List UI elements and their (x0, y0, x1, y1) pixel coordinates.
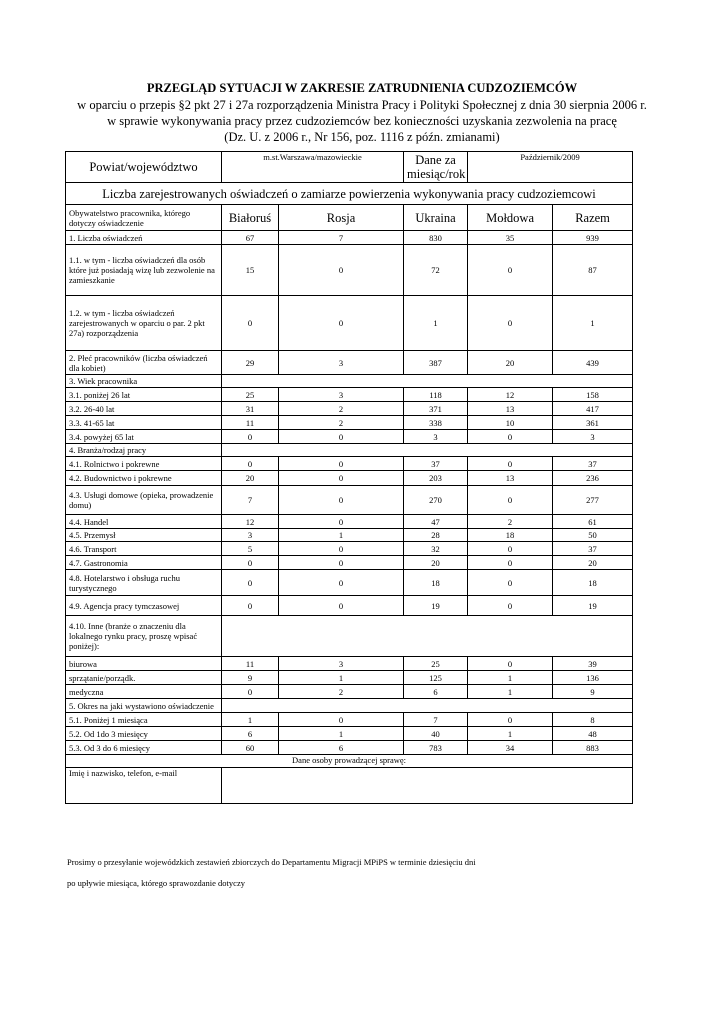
row-label: sprzątanie/porządk. (66, 671, 222, 685)
cell-ukraine[interactable]: 19 (404, 596, 468, 616)
table-row (66, 671, 633, 685)
table-row (66, 444, 633, 457)
cell-total[interactable]: 37 (553, 457, 633, 471)
cell-belarus[interactable]: 0 (222, 296, 279, 351)
cell-russia[interactable]: 6 (279, 741, 404, 755)
row-label: 4.5. Przemysł (66, 529, 222, 542)
cell-belarus[interactable]: 0 (222, 570, 279, 596)
cell-moldova[interactable]: 13 (468, 471, 553, 486)
cell-russia[interactable]: 0 (279, 713, 404, 727)
row-label: 4.7. Gastronomia (66, 556, 222, 570)
table-row (66, 529, 633, 542)
table-row (66, 596, 633, 616)
row-label: 4.6. Transport (66, 542, 222, 556)
table-row (66, 351, 633, 375)
cell-total[interactable]: 3 (553, 430, 633, 444)
person-section-label: Dane osoby prowadzącej sprawę: (66, 755, 633, 768)
cell-total[interactable]: 277 (553, 486, 633, 515)
cell-belarus[interactable]: 60 (222, 741, 279, 755)
cell-russia[interactable]: 1 (279, 671, 404, 685)
person-section-row (66, 755, 633, 768)
legal-basis-line: w oparciu o przepis §2 pkt 27 i 27a rozporządzenia Ministra Pracy i Polityki Społecznej z dnia 30 sierpnia 2006 r. (77, 98, 647, 112)
cell-moldova[interactable]: 1 (468, 727, 553, 741)
row-label: 4.1. Rolnictwo i pokrewne (66, 457, 222, 471)
cell-belarus[interactable]: 11 (222, 416, 279, 430)
cell-moldova[interactable]: 0 (468, 430, 553, 444)
table-row (66, 556, 633, 570)
section-empty-cell (222, 699, 633, 713)
table-row (66, 685, 633, 699)
cell-total[interactable]: 8 (553, 713, 633, 727)
cell-ukraine[interactable]: 18 (404, 570, 468, 596)
cell-russia[interactable]: 0 (279, 596, 404, 616)
cell-moldova[interactable]: 0 (468, 296, 553, 351)
cell-belarus[interactable]: 29 (222, 351, 279, 375)
cell-total[interactable]: 158 (553, 388, 633, 402)
cell-total[interactable]: 236 (553, 471, 633, 486)
column-header-russia: Rosja (279, 205, 404, 231)
cell-belarus[interactable]: 15 (222, 245, 279, 296)
person-field-label: Imię i nazwisko, telefon, e-mail (66, 768, 222, 804)
banner-row (66, 183, 633, 205)
cell-ukraine[interactable]: 3 (404, 430, 468, 444)
document-header (40, 80, 684, 145)
row-label: medyczna (66, 685, 222, 699)
table-row (66, 570, 633, 596)
cell-russia[interactable]: 0 (279, 430, 404, 444)
table-row (66, 296, 633, 351)
cell-ukraine[interactable]: 338 (404, 416, 468, 430)
row-label: 3.4. powyżej 65 lat (66, 430, 222, 444)
section-empty-cell (222, 375, 633, 388)
footer-line-1: Prosimy o przesyłanie wojewódzkich zestawień zbiorczych do Departamentu Migracji MPiPS w terminie dziesięciu dni (67, 857, 476, 867)
cell-belarus[interactable]: 0 (222, 457, 279, 471)
column-header-citizenship: Obywatelstwo pracownika, którego dotyczy oświadczenie (66, 205, 222, 231)
cell-russia[interactable]: 0 (279, 245, 404, 296)
row-label: 3.1. poniżej 26 lat (66, 388, 222, 402)
cell-belarus[interactable]: 9 (222, 671, 279, 685)
cell-russia[interactable]: 3 (279, 657, 404, 671)
table-row (66, 699, 633, 713)
cell-belarus[interactable]: 1 (222, 713, 279, 727)
cell-ukraine[interactable]: 270 (404, 486, 468, 515)
cell-ukraine[interactable]: 47 (404, 515, 468, 529)
table-row (66, 375, 633, 388)
table-row (66, 727, 633, 741)
cell-belarus[interactable]: 67 (222, 231, 279, 245)
row-label: 5. Okres na jaki wystawiono oświadczenie (66, 699, 222, 713)
cell-ukraine[interactable]: 6 (404, 685, 468, 699)
cell-belarus[interactable]: 12 (222, 515, 279, 529)
row-label: 1.1. w tym - liczba oświadczeń dla osób które już posiadają wizę lub zezwolenie na zamieszkanie (66, 245, 222, 296)
cell-belarus[interactable]: 5 (222, 542, 279, 556)
row-label: 5.3. Od 3 do 6 miesięcy (66, 741, 222, 755)
cell-total[interactable]: 37 (553, 542, 633, 556)
cell-total[interactable]: 939 (553, 231, 633, 245)
cell-ukraine[interactable]: 32 (404, 542, 468, 556)
footer-note (67, 856, 687, 898)
footer-line-2: po upływie miesiąca, którego sprawozdanie dotyczy (67, 878, 245, 888)
cell-moldova[interactable]: 13 (468, 402, 553, 416)
table-row (66, 741, 633, 755)
legal-subject-line: w sprawie wykonywania pracy przez cudzoziemców bez konieczności uzyskania zezwolenia na pracę (107, 114, 617, 128)
row-label: 4.8. Hotelarstwo i obsługa ruchu turystycznego (66, 570, 222, 596)
row-label: 4.4. Handel (66, 515, 222, 529)
cell-belarus[interactable]: 25 (222, 388, 279, 402)
cell-russia[interactable]: 0 (279, 542, 404, 556)
row-label: biurowa (66, 657, 222, 671)
column-header-total: Razem (553, 205, 633, 231)
cell-belarus[interactable]: 0 (222, 430, 279, 444)
person-field-row (66, 768, 633, 804)
table-row (66, 430, 633, 444)
table-row (66, 416, 633, 430)
cell-moldova[interactable]: 20 (468, 351, 553, 375)
cell-moldova[interactable]: 0 (468, 542, 553, 556)
cell-belarus[interactable]: 0 (222, 556, 279, 570)
table-row (66, 471, 633, 486)
row-label: 3.3. 41-65 lat (66, 416, 222, 430)
cell-moldova[interactable]: 0 (468, 596, 553, 616)
date-value[interactable]: Październik/2009 (468, 152, 633, 183)
row-label: 4. Branża/rodzaj pracy (66, 444, 222, 457)
cell-ukraine[interactable]: 40 (404, 727, 468, 741)
cell-moldova[interactable]: 0 (468, 713, 553, 727)
table-row (66, 457, 633, 471)
cell-russia[interactable]: 1 (279, 529, 404, 542)
cell-total[interactable]: 9 (553, 685, 633, 699)
cell-belarus[interactable]: 0 (222, 685, 279, 699)
cell-ukraine[interactable]: 28 (404, 529, 468, 542)
row-label: 3. Wiek pracownika (66, 375, 222, 388)
row-label: 4.9. Agencja pracy tymczasowej (66, 596, 222, 616)
cell-russia[interactable]: 0 (279, 457, 404, 471)
cell-moldova[interactable]: 1 (468, 671, 553, 685)
cell-ukraine[interactable]: 118 (404, 388, 468, 402)
cell-total[interactable]: 20 (553, 556, 633, 570)
cell-belarus[interactable]: 11 (222, 657, 279, 671)
table-banner: Liczba zarejestrowanych oświadczeń o zamiarze powierzenia wykonywania pracy cudzoziemcowi (66, 183, 633, 205)
cell-moldova[interactable]: 0 (468, 486, 553, 515)
cell-total[interactable]: 18 (553, 570, 633, 596)
cell-russia[interactable]: 0 (279, 515, 404, 529)
cell-moldova[interactable]: 18 (468, 529, 553, 542)
cell-total[interactable]: 48 (553, 727, 633, 741)
cell-belarus[interactable]: 6 (222, 727, 279, 741)
meta-row (66, 152, 633, 183)
cell-russia[interactable]: 0 (279, 486, 404, 515)
cell-russia[interactable]: 3 (279, 388, 404, 402)
row-label: 4.2. Budownictwo i pokrewne (66, 471, 222, 486)
cell-ukraine[interactable]: 72 (404, 245, 468, 296)
section-empty-cell (222, 616, 633, 657)
row-label: 3.2. 26-40 lat (66, 402, 222, 416)
cell-moldova[interactable]: 0 (468, 570, 553, 596)
row-label: 1. Liczba oświadczeń (66, 231, 222, 245)
row-label: 1.2. w tym - liczba oświadczeń zarejestrowanych w oparciu o par. 2 pkt 27a) rozporządzenia (66, 296, 222, 351)
cell-total[interactable]: 61 (553, 515, 633, 529)
cell-ukraine[interactable]: 830 (404, 231, 468, 245)
powiat-value[interactable]: m.st.Warszawa/mazowieckie (222, 152, 404, 183)
cell-belarus[interactable]: 0 (222, 596, 279, 616)
cell-moldova[interactable]: 12 (468, 388, 553, 402)
table-row (66, 245, 633, 296)
cell-ukraine[interactable]: 387 (404, 351, 468, 375)
cell-russia[interactable]: 2 (279, 402, 404, 416)
cell-russia[interactable]: 1 (279, 727, 404, 741)
cell-moldova[interactable]: 2 (468, 515, 553, 529)
person-field-input[interactable] (222, 768, 633, 804)
cell-total[interactable]: 361 (553, 416, 633, 430)
report-table (65, 151, 633, 804)
table-row (66, 542, 633, 556)
cell-ukraine[interactable]: 25 (404, 657, 468, 671)
table-row (66, 713, 633, 727)
column-header-ukraine: Ukraina (404, 205, 468, 231)
cell-moldova[interactable]: 10 (468, 416, 553, 430)
cell-total[interactable]: 50 (553, 529, 633, 542)
table-row (66, 402, 633, 416)
cell-moldova[interactable]: 34 (468, 741, 553, 755)
table-row (66, 616, 633, 657)
table-row (66, 657, 633, 671)
cell-belarus[interactable]: 31 (222, 402, 279, 416)
cell-total[interactable]: 39 (553, 657, 633, 671)
cell-russia[interactable]: 0 (279, 556, 404, 570)
cell-moldova[interactable]: 35 (468, 231, 553, 245)
cell-ukraine[interactable]: 371 (404, 402, 468, 416)
cell-ukraine[interactable]: 37 (404, 457, 468, 471)
cell-ukraine[interactable]: 783 (404, 741, 468, 755)
cell-ukraine[interactable]: 7 (404, 713, 468, 727)
cell-russia[interactable]: 7 (279, 231, 404, 245)
cell-moldova[interactable]: 0 (468, 556, 553, 570)
column-header-row (66, 205, 633, 231)
cell-moldova[interactable]: 1 (468, 685, 553, 699)
powiat-label: Powiat/województwo (66, 152, 222, 183)
cell-belarus[interactable]: 3 (222, 529, 279, 542)
column-header-belarus: Białoruś (222, 205, 279, 231)
table-row (66, 231, 633, 245)
cell-total[interactable]: 136 (553, 671, 633, 685)
cell-russia[interactable]: 2 (279, 416, 404, 430)
cell-belarus[interactable]: 7 (222, 486, 279, 515)
date-label: Dane za miesiąc/rok (404, 152, 468, 183)
cell-russia[interactable]: 3 (279, 351, 404, 375)
cell-moldova[interactable]: 0 (468, 457, 553, 471)
cell-total[interactable]: 87 (553, 245, 633, 296)
journal-reference-line: (Dz. U. z 2006 r., Nr 156, poz. 1116 z późn. zmianami) (224, 130, 500, 144)
cell-total[interactable]: 883 (553, 741, 633, 755)
table-row (66, 515, 633, 529)
cell-ukraine[interactable]: 20 (404, 556, 468, 570)
column-header-moldova: Mołdowa (468, 205, 553, 231)
cell-ukraine[interactable]: 203 (404, 471, 468, 486)
row-label: 4.3. Usługi domowe (opieka, prowadzenie domu) (66, 486, 222, 515)
cell-russia[interactable]: 0 (279, 471, 404, 486)
table-row (66, 388, 633, 402)
cell-moldova[interactable]: 0 (468, 657, 553, 671)
row-label: 5.2. Od 1do 3 miesięcy (66, 727, 222, 741)
row-label: 4.10. Inne (branże o znaczeniu dla lokalnego rynku pracy, proszę wpisać poniżej): (66, 616, 222, 657)
cell-belarus[interactable]: 20 (222, 471, 279, 486)
cell-ukraine[interactable]: 1 (404, 296, 468, 351)
document-title: PRZEGLĄD SYTUACJI W ZAKRESIE ZATRUDNIENIA CUDZOZIEMCÓW (146, 81, 578, 95)
table-row (66, 486, 633, 515)
row-label: 5.1. Poniżej 1 miesiąca (66, 713, 222, 727)
cell-moldova[interactable]: 0 (468, 245, 553, 296)
cell-total[interactable]: 19 (553, 596, 633, 616)
section-empty-cell (222, 444, 633, 457)
cell-russia[interactable]: 2 (279, 685, 404, 699)
cell-total[interactable]: 417 (553, 402, 633, 416)
cell-russia[interactable]: 0 (279, 570, 404, 596)
cell-russia[interactable]: 0 (279, 296, 404, 351)
row-label: 2. Płeć pracowników (liczba oświadczeń dla kobiet) (66, 351, 222, 375)
cell-total[interactable]: 439 (553, 351, 633, 375)
cell-ukraine[interactable]: 125 (404, 671, 468, 685)
cell-total[interactable]: 1 (553, 296, 633, 351)
